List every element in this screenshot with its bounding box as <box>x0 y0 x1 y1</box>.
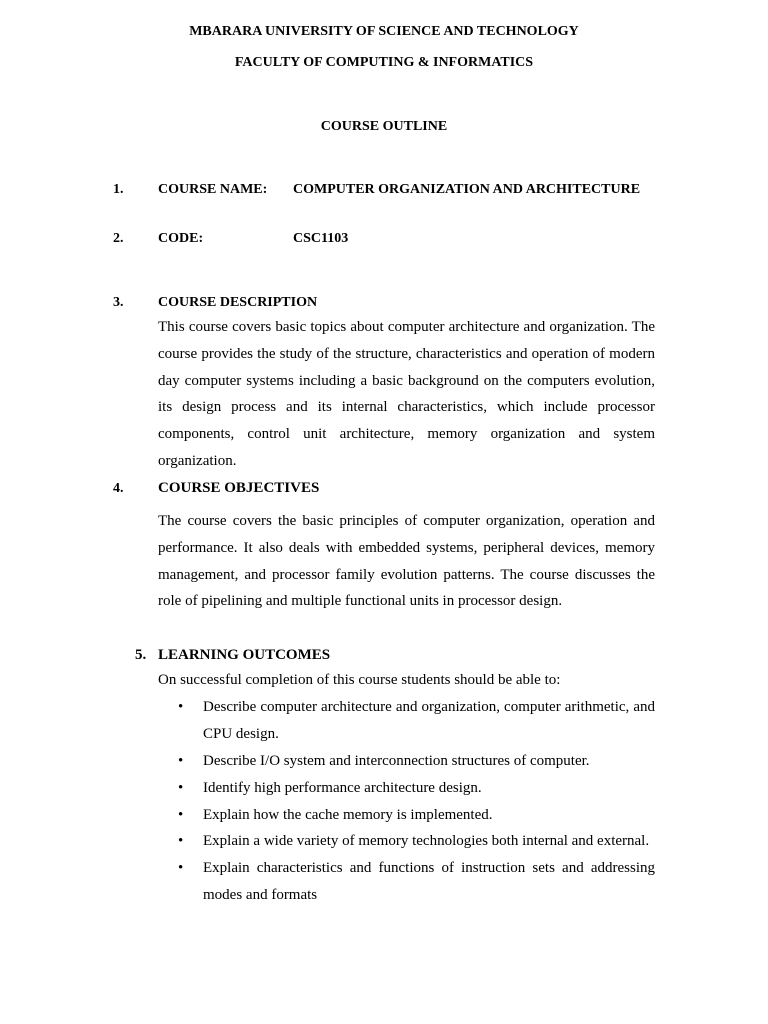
bullet-icon: • <box>178 699 184 715</box>
bullet-icon: • <box>178 860 184 876</box>
learning-outcomes-intro: On successful completion of this course students should be able to: <box>158 672 561 688</box>
course-name-value: COMPUTER ORGANIZATION AND ARCHITECTURE <box>293 182 641 197</box>
bullet-icon: • <box>178 780 184 796</box>
course-name-label: COURSE NAME: <box>158 182 268 197</box>
item-number-3: 3. <box>113 295 124 310</box>
outcome-item: Explain a wide variety of memory technologies both internal and external. <box>203 833 650 849</box>
outcome-item: Explain characteristics and functions of instruction sets and addressing modes and formats <box>203 860 655 903</box>
item-number-1: 1. <box>113 182 124 197</box>
outcome-item: Identify high performance architecture design. <box>203 780 482 796</box>
document-title: COURSE OUTLINE <box>320 119 448 134</box>
course-objectives-text: The course covers the basic principles of computer organization, operation and performance. It also deals with embedded systems, peripheral devices, memory management, and processor family evolution patterns. The course discusses the role of pipelining and multiple functional units in processor design. <box>158 513 655 610</box>
item-number-2: 2. <box>113 231 124 246</box>
item-number-5: 5. <box>135 647 147 663</box>
code-label: CODE: <box>158 231 204 246</box>
outcome-item: Describe computer architecture and organization, computer arithmetic, and CPU design. <box>203 699 655 742</box>
bullet-icon: • <box>178 753 184 769</box>
learning-outcomes-heading: LEARNING OUTCOMES <box>158 647 331 663</box>
university-name: MBARARA UNIVERSITY OF SCIENCE AND TECHNOLOGY <box>189 24 579 39</box>
outcome-item: Explain how the cache memory is implemented. <box>203 807 493 823</box>
course-description-text: This course covers basic topics about computer architecture and organization. The course provides the study of the structure, characteristics and operation of modern day computer systems including a basic background on the computers evolution, its design process and its internal characteristics, which include processor components, control unit architecture, memory organization and system organization. <box>158 319 655 469</box>
item-number-4: 4. <box>113 481 124 496</box>
bullet-icon: • <box>178 807 184 823</box>
course-description-heading: COURSE DESCRIPTION <box>158 295 318 310</box>
course-objectives-heading: COURSE OBJECTIVES <box>158 480 320 496</box>
bullet-icon: • <box>178 833 184 849</box>
faculty-name: FACULTY OF COMPUTING & INFORMATICS <box>234 55 534 70</box>
code-value: CSC1103 <box>293 231 349 246</box>
outcome-item: Describe I/O system and interconnection structures of computer. <box>203 753 590 769</box>
